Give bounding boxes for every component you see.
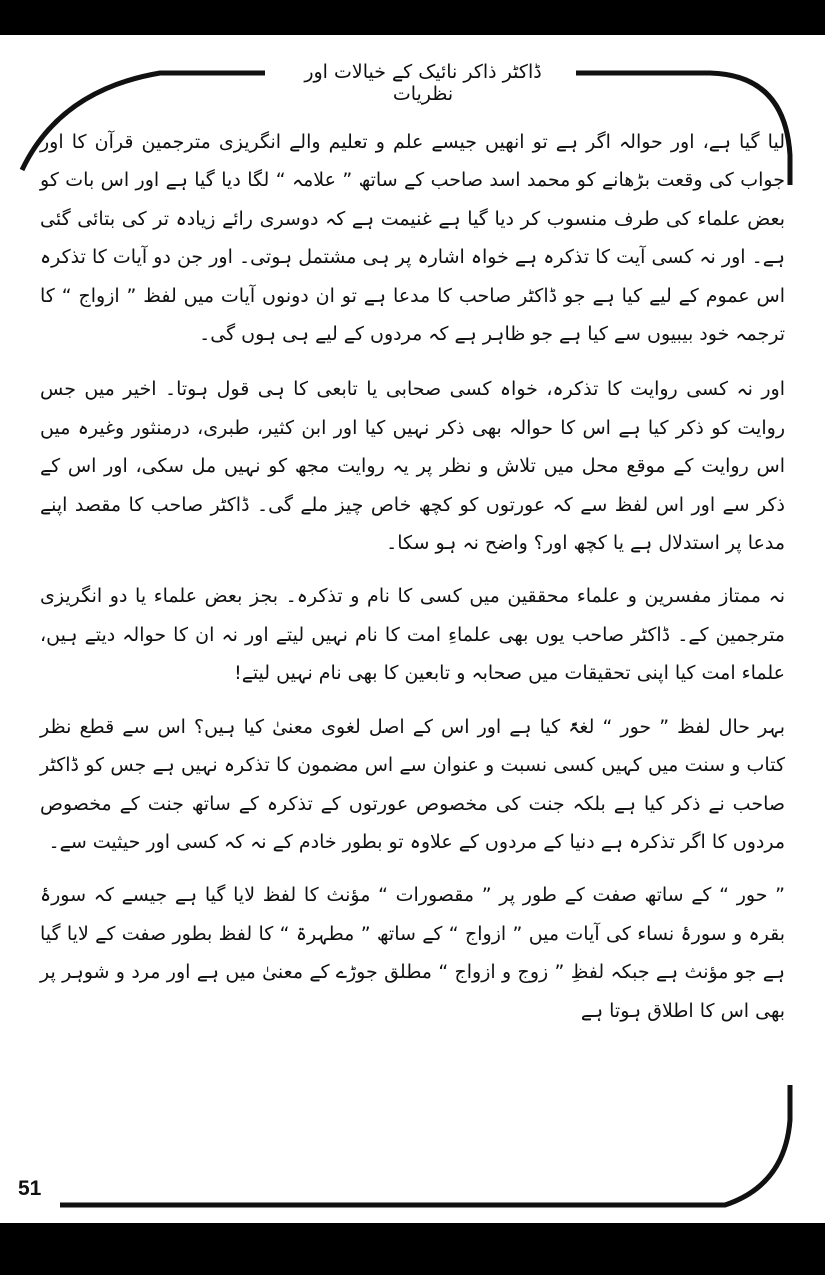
book-page (0, 35, 825, 1223)
paragraph-3: نہ ممتاز مفسرین و علماء محققین میں کسی کا نام و تذکرہ۔ بجز بعض علماء یا دو انگریزی مترجمین کے۔ ڈاکٹر صاحب یوں بھی علماءِ امت کا نام نہیں لیتے اور نہ ان کا حوالہ دیتے ہیں، علماء امت کیا اپنی تحقیقات میں صحابہ و تابعین کا بھی نام نہیں لیتے! (40, 585, 785, 685)
scan-top-border (0, 0, 825, 35)
scan-bottom-border (0, 1223, 825, 1275)
paragraph-2: اور نہ کسی روایت کا تذکرہ، خواہ کسی صحابی یا تابعی کا ہی قول ہوتا۔ اخیر میں جس روایت کو ذکر کیا ہے اس کا حوالہ بھی ذکر نہیں کیا اور ابن کثیر، طبری، درمنثور وغیرہ میں اس روایت کے موقع محل میں تلاش و نظر پر یہ روایت مجھ کو نہیں مل سکی، اور اس کے ذکر سے اور اس لفظ سے کہ عورتوں کو کچھ خاص چیز ملے گی۔ ڈاکٹر صاحب کا مقصد اپنے مدعا پر استدلال ہے یا کچھ اور؟ واضح نہ ہو سکا۔ (40, 378, 785, 555)
page-number: 51 (18, 1177, 42, 1200)
frame-bottom-right-curve (60, 1085, 790, 1205)
paragraph-4: بہر حال لفظ ” حور “ لغۃً کیا ہے اور اس کے اصل لغوی معنیٰ کیا ہیں؟ اس سے قطع نظر کتاب و سنت میں کہیں کسی نسبت و عنوان سے اس مضمون کا تذکرہ نہیں ہے جس کو ڈاکٹر صاحب نے ذکر کیا ہے بلکہ جنت کی مخصوص عورتوں کے تذکرہ کے ساتھ جنت کے مخصوص مردوں کا اگر تذکرہ ہے دنیا کے مردوں کے علاوہ تو بطور خادم کے نہ کہ کسی اور حیثیت سے۔ (40, 715, 785, 853)
body-text (40, 123, 785, 1045)
paragraph-1: لیا گیا ہے، اور حوالہ اگر ہے تو انھیں جیسے علم و تعلیم والے انگریزی مترجمین قرآن کا اور جواب کی وقعت بڑھانے کو محمد اسد صاحب کے ساتھ ” علامہ “ لگا دیا گیا ہے اور اس بات کو بعض علماء کی طرف منسوب کر دیا گیا ہے غنیمت ہے کہ دوسری رائے زیادہ تر کی بتائی گئی ہے۔ اور نہ کسی آیت کا تذکرہ ہے خواہ اشارہ پر ہی مشتمل ہوتی۔ اور جن دو آیات کا تذکرہ اس عموم کے لیے کیا ہے جو ڈاکٹر صاحب کا مدعا ہے تو ان دونوں آیات میں لفظ ” ازواج “ کا ترجمہ خود بیبیوں سے کیا ہے جو ظاہر ہے کہ مردوں کے لیے ہی ہوں گی۔ (40, 131, 785, 346)
paragraph-5: ” حور “ کے ساتھ صفت کے طور پر ” مقصورات “ مؤنث کا لفظ لایا گیا ہے جیسے کہ سورۂ بقرہ و سورۂ نساء کی آیات میں ” ازواج “ کے ساتھ ” مطہرۃ “ کا لفظ بطور صفت کے لایا گیا ہے جو مؤنث ہے جبکہ لفظِ ” زوج و ازواج “ مطلق جوڑے کے معنیٰ میں ہے اور مرد و شوہر پر بھی اس کا اطلاق ہوتا ہے (40, 884, 785, 1022)
page-header-title: ڈاکٹر ذاکر نائیک کے خیالات اور نظریات (270, 61, 576, 105)
